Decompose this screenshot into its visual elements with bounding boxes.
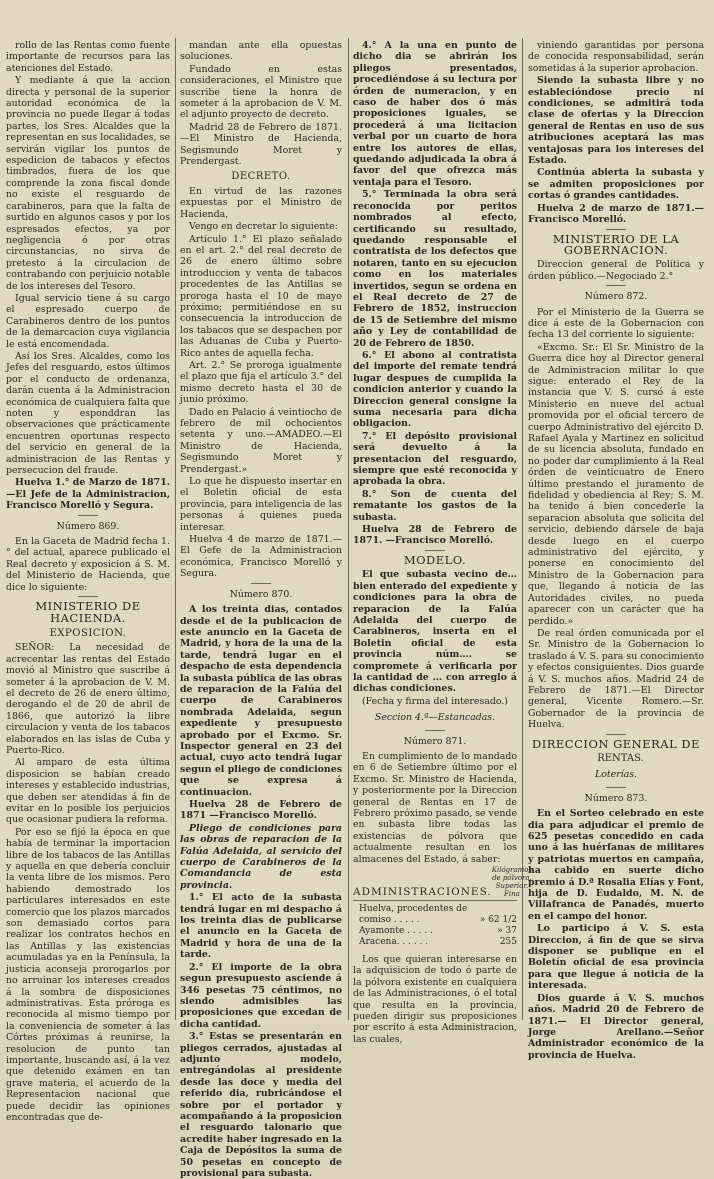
paragraph: 1.° El acto de la subasta tendrá lugar en mi despacho á los treinta dias de publicarse el anuncio en la Gaceta de Madrid y hora de una de la tarde. [180, 892, 342, 961]
notice-number: Número 869. [56, 520, 120, 532]
section-heading: DECRETO. [231, 171, 291, 183]
separator-rule [606, 229, 626, 230]
paragraph: Vengo en decretar lo siguiente: [189, 221, 338, 233]
separator-rule [606, 285, 626, 286]
row-name: Huelva, procedentes de [359, 904, 468, 915]
row-name: Ayamonte . . . . . [359, 926, 433, 937]
paragraph: Direccion general de Política y órden público.—Negociado 2.° [528, 259, 704, 282]
paragraph: Y mediante á que la accion directa y personal de la superior autoridad económica de la provincia no puede llegar á todas partes, los Sres. Alcaldes que la representan en sus localidades, se servirán vigilar los puntos de espedicion de tabacos y efectos timbrados, fuera de los que comprende la zona fiscal donde no existe el resguardo de carabineros, para que la falta de surtido en algunos casos y por los espresados efectos, ya por negligencia ó por otras circunstancias, no sirva de pretesto á la circulacion de contrabando con perjuicio notable de los intereses del Tesoro. [6, 75, 170, 292]
paragraph: 3.° Estas se presentarán en pliegos cerrados, ajustadas al adjunto modelo, entregándolas al presidente desde las doce y media del referido dia, rubricándose el sobre por el portador y acompañando á la proposicion el resguardo talonario que acredite haber ingresado en la Caja de Depósitos la suma de 50 pesetas en concepto de provisional para subasta. [180, 1031, 342, 1179]
section-subheading: Seccion 4.ª—Estancadas. [374, 712, 496, 724]
column-3 [353, 40, 533, 1045]
column-4 [528, 40, 704, 1061]
paragraph: 5.° Terminada la obra será reconocida por peritos nombrados al efecto, certificando su resultado, quedando responsable el contratista de los defectos que notaren, tanto en su ejecucion como en los materiales invertidos, segun se ordena en el Real decreto de 27 de Febrero de 1852, instruccion de 15 de Setiembre del mismo año y Ley de contabilidad de 20 de Febrero de 1850. [353, 189, 517, 349]
paragraph: 2.° El importe de la obra segun presupuesto asciende á 346 pesetas 75 céntimos, no siendo admisibles las proposiciones que excedan de dicha cantidad. [180, 961, 342, 1030]
section-heading: DIRECCION GENERAL DE [531, 736, 700, 751]
column-2 [180, 40, 342, 1179]
paragraph: rollo de las Rentas como fuente importante de recursos para las atenciones del Estado. [6, 40, 170, 74]
table-title: ADMINISTRACIONES. [353, 886, 492, 899]
row-value: » 62 1/2 [479, 915, 517, 926]
separator-rule [78, 515, 98, 516]
separator-rule [78, 596, 98, 597]
section-heading: MINISTERIO DE HACIENDA. [35, 599, 141, 625]
paragraph: Pliego de condiciones para las obras de reparacion de la Falúa Adelaida, al servicio del cuerpo de Carabineros de la Comandancia de esta provincia. [180, 822, 342, 891]
paragraph: Lo que he dispuesto insertar en el Boletin oficial de esta provincia, para inteligencia de las personas á quienes pueda interesar. [180, 476, 342, 533]
paragraph: Lo participo á V. S. esta Direccion, á fin de que se sirva disponer se publique en el Boletín oficial de esa provincia para que llegue á noticia de la interesada. [528, 923, 704, 992]
section-heading: EXPOSICION. [49, 627, 127, 639]
paragraph: A los treinta dias, contados desde el de la publicacion de este anuncio en la Gaceta de Madrid, y hora de la una de la tarde, tendrá lugar en el despacho de esta dependencia la subasta pública de las obras de reparacion de la Falúa del cuerpo de Carabineros nombrada Adelaida, segun expediente y presupuesto aprobado por el Excmo. Sr. Inspector general en 23 del actual, cuyo acto tendrá lugar segun el pliego de condiciones que se expresa á continuacion. [180, 604, 342, 798]
notice-number: Número 873. [584, 792, 648, 804]
column-1 [6, 40, 170, 1123]
paragraph: Dado en Palacio á veintiocho de febrero de mil ochocientos setenta y uno.—AMADEO.—El Ministro de Hacienda, Segismundo Moret y Prendergast.» [180, 406, 342, 475]
paragraph: Por eso se fijó la época en que había de terminar la importacion libre de los tabacos de las Antillas y aquella en que debería concluir la venta libre de los mismos. Pero habiendo demostrado los particulares interesados en este comercio que los plazos marcados son demasiado cortos para realizar los contratos hechos en las Antillas y las existencias acumuladas ya en la Península, la justicia aconseja prorogarlos por no arruinar los intereses creados á la sombra de disposiciones administrativas. Esta próroga es reconocida al mismo tiempo por la conveniencia de someter á las Córtes próximas á reunirse, la resolucion de punto tan importante, buscando así, á la vez que detenido exámen en tan grave materia, el acuerdo de la Representacion nacional que puede decidir las opiniones encontradas que de- [6, 826, 170, 1123]
column-rule [175, 38, 176, 1020]
paragraph: En cumplimiento de lo mandado en 6 de Setiembre último por el Excmo. Sr. Ministro de Hacienda, y posteriormente por la Direccion general de Rentas en 17 de Febrero próximo pasado, se vende en subasta libre todas las existencias de pólvora que actualmente resultan en los almacenes del Estado, á saber: [353, 750, 517, 865]
paragraph: En la Gaceta de Madrid fecha 1.° del actual, aparece publicado el Real decreto y exposicion á S. M. del Ministerio de Hacienda, que dice lo siguiente: [6, 536, 170, 593]
separator-rule [251, 583, 271, 584]
paragraph: El que subasta vecino de… bien enterado del expediente y condiciones para la obra de reparacion de la Falúa Adelaida del cuerpo de Carabineros, inserta en el Boletin oficial de esta provincia núm…. se compromete á verificarla por la cantidad de … con arreglo á dichas condiciones. [353, 569, 517, 695]
paragraph: Siendo la subasta libre y no establecióndose precio ni condiciones, se admitirá toda clase de ofertas y la Direccion general de Rentas en uso de sus atribuciones aceptará las mas ventajosas para los intereses del Estado. [528, 75, 704, 167]
table-row [353, 926, 517, 937]
section-heading: MINISTERIO DE LA GOBERNACION. [552, 231, 680, 257]
paragraph: 7.° El depósito provisional será devuelto á la presentacion del resguardo, siempre que esté reconocida y aprobada la obra. [353, 430, 517, 488]
paragraph: Huelva 28 de Febrero de 1871. —Francisco Morelló. [353, 524, 517, 547]
table-row [353, 904, 517, 915]
table-row [353, 937, 517, 948]
row-name: comiso . . . . . [359, 915, 420, 926]
paragraph: viniendo garantidas por persona de conocida responsabilidad, serán sometidas á la superior aprobacion. [528, 40, 704, 74]
paragraph: Los que quieran interesarse en la adquisicion de todo ó parte de la pólvora existente en cualquiera de las Administraciones, ó el total que resulta en la provincia, pueden dirigir sus proposiciones por escrito á esta Administracion, las cuales, [353, 954, 517, 1045]
paragraph: (Fecha y firma del interesado.) [362, 695, 508, 707]
separator-rule [606, 734, 626, 735]
paragraph: Huelva 2 de marzo de 1871.— Francisco Morelló. [528, 202, 704, 226]
notice-number: Número 872. [584, 291, 648, 303]
column-rule [348, 38, 349, 1020]
paragraph: Madrid 28 de Febrero de 1871.—El Ministro de Hacienda, Segismundo Moret y Prendergast. [180, 121, 342, 168]
paragraph: 4.° A la una en punto de dicho dia se abrirán los pliegos presentados, procediéndose á su lectura por órden de numeracion, y en caso de haber dos ó más proposiciones iguales, se procederá á una licitacion verbal por un cuarto de hora entre los autores de ellas, quedando adjudicada la obra á favor del que ofrezca más ventaja para el Tesoro. [353, 40, 517, 188]
separator-rule [606, 787, 626, 788]
row-name: Aracena. . . . . . [359, 937, 429, 948]
paragraph: Fundado en estas consideraciones, el Ministro que suscribe tiene la honra de someter á la aprobacion de V. M. el adjunto proyecto de decreto. [180, 63, 342, 121]
section-heading-sub: RENTAS. [597, 752, 644, 764]
section-heading: MODELO. [403, 552, 467, 567]
paragraph: Por el Ministerio de la Guerra se dice á este de la Gobernacion con fecha 13 del corriente lo siguiente: [528, 306, 704, 341]
unit-header: Kilógramos de pólvora. [491, 866, 533, 883]
paragraph: Al amparo de esta última disposicion se habían creado intereses y establecido industrias, que deben ser atendidas á fin de evitar en lo posible los perjuicios que ocasionar pudiera la reforma. [6, 757, 170, 826]
row-value: » 37 [497, 926, 517, 937]
paragraph: Artículo 1.° El plazo señalado en el art. 2.° del real decreto de 26 de enero último sobre introduccion y venta de tabacos procedentes de las Antillas se proroga hasta el 10 de mayo próximo; permitiéndose en su consecuencia la introduccion de los tabacos que se despachen por las Aduanas de Cuba y Puerto-Rico antes de aquella fecha. [180, 233, 342, 359]
unit-subheader: Superior. Fina [495, 882, 529, 899]
separator-rule [425, 730, 445, 731]
paragraph: 8.° Son de cuenta del rematante los gastos de la subasta. [353, 488, 517, 523]
paragraph: mandan ante ella opuestas soluciones. [180, 40, 342, 63]
paragraph: Art. 2.° Se proroga igualmente el plazo que fija el artículo 3.° del mismo decreto hasta el 30 de junio próximo. [180, 359, 342, 406]
paragraph: Así los Sres. Alcaldes, como los Jefes del resguardo, estos últimos por el conducto de ordenanza, darán cuenta á la Administracion económica de cualquiera falta que noten y esponddran las observaciones que prácticamente encuentren oportunas respecto del servicio en general de la administracion de las Rentas y persecucion del fraude. [6, 350, 170, 477]
paragraph: Igual servicio tiene á su cargo el espresado cuerpo de Carabineros dentro de los puntos de la demarcacion cuya vigilancia le está encomendada. [6, 292, 170, 350]
paragraph: En el Sorteo celebrado en este dia para adjudicar el premio de 625 pesetas concedido en cada uno á las huérfanas de militares y patriotas muertos en campaña, ha cabido en suerte dicho premio á D.ª Rosalia Elías y Font, hija de D. Eudaldo, M. N. de Villafranca de Panadés, muerto en el campo del honor. [528, 808, 704, 922]
notice-number: Número 871. [403, 735, 467, 747]
notice-number: Número 870. [229, 588, 293, 600]
separator-rule [425, 550, 445, 551]
table-row [353, 915, 517, 926]
paragraph: SEÑOR: La necesidad de acrecentar las rentas del Estado movió al Ministro que suscribe á someter á la aprobacion de V. M. el decreto de 26 de enero último, derogando el de 20 de abril de 1866, que autorizó la libre circulacion y venta de los tabacos elaborados en las islas de Cuba y Puerto-Rico. [6, 642, 170, 756]
powder-stock-table [353, 866, 533, 954]
paragraph: 6.° El abono al contratista del importe del remate tendrá lugar despues de cumplida la condicion anterior y cuando la Direccion general consigne la suma necesaria para dicha obligacion. [353, 349, 517, 430]
row-value [477, 904, 517, 915]
section-subheading: Loterías. [594, 769, 638, 781]
paragraph: En virtud de las razones expuestas por el Ministro de Hacienda, [180, 185, 342, 220]
paragraph: Huelva 4 de marzo de 1871.—El Gefe de la Administracion económica, Francisco Morelló y Segura. [180, 534, 342, 580]
paragraph: Huelva 28 de Febrero de 1871 —Francisco Morelló. [180, 799, 342, 822]
paragraph: «Excmo. Sr.: El Sr. Ministro de la Guerra dice hoy al Director general de Administracion militar lo que sigue: enterado el Rey de la instancia que V. S. cursó á este Ministerio en nueve del actual promovida por el oficial tercero de cuerpo Administrativo del ejército D. Rafael Ayala y Martinez en solicitud de su licencia absoluta, fundado en no poder dar cumplimiento á la Real órden de veinticuatro de Enero último prestando el juramento de fidelidad y obediencia al Rey; S. M. ha tenido á bien concederle la separacion absoluta que solicita del servicio, debiendo dársele de baja desde luego en el cuerpo administrativo del ejército, y ponerse en conocimiento del Ministro de la Gobernacion para que, llegando á noticia de las Autoridades civiles, no pueda aparecer con un carácter que ha perdido.» [528, 341, 704, 627]
paragraph: Continúa abierta la subasta y se admiten proposiciones por cortas ó grandes cantidades. [528, 167, 704, 202]
paragraph: Huelva 1.° de Marzo de 1871. —El Jefe de la Administracion, Francisco Morelló y Segura. [6, 477, 170, 512]
row-value: 255 [499, 937, 517, 948]
paragraph: Dios guarde á V. S. muchos años. Madrid 20 de Febrero de 1871.— El Director general, Jorge Arellano.—Señor Administrador económico de la provincia de Huelva. [528, 992, 704, 1061]
paragraph: De real órden comunicada por el Sr. Ministro de la Gobernacion lo traslado á V. S. para su conocimiento y efectos consiguientes. Dios guarde á V. S. muchos años. Madrid 24 de Febrero de 1871.—El Director general, Vicente Romero.—Sr. Gobernador de la provincia de Huelva. [528, 627, 704, 731]
